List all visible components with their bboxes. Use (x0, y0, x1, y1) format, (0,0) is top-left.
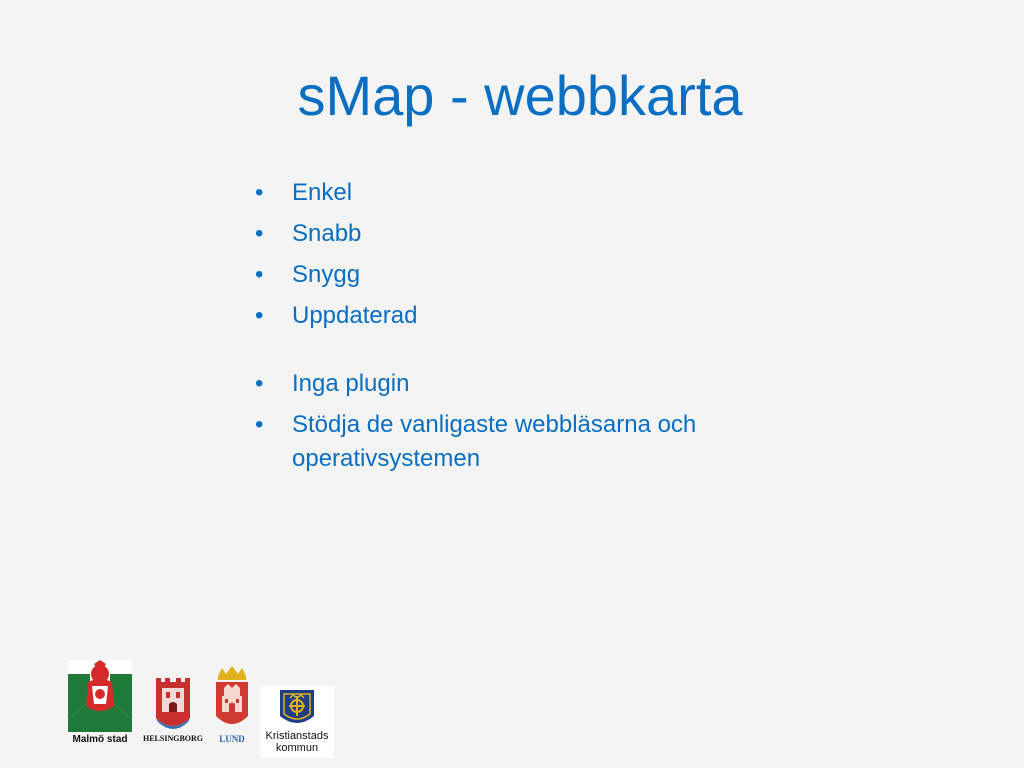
bullet-text: Snygg (292, 261, 361, 288)
helsingborg-label: HELSINGBORG (142, 734, 203, 743)
kristianstad-label-line1: Kristianstads (265, 730, 329, 742)
bullet-item (255, 408, 815, 476)
bullet-text: Enkel (292, 179, 353, 206)
municipality-logos (68, 658, 348, 758)
helsingborg-coat-of-arms-icon (140, 678, 206, 734)
lund-logo (212, 666, 252, 748)
bullet-item (255, 367, 815, 401)
malmo-label: Malmö stad (72, 734, 128, 745)
bullet-text: Inga plugin (292, 370, 410, 397)
kristianstad-logo (260, 686, 334, 758)
bullet-item (255, 299, 815, 333)
bullet-item (255, 217, 815, 251)
bullet-item (255, 258, 815, 292)
bullet-text: Snabb (292, 220, 362, 247)
bullet-marker: • (255, 179, 264, 206)
kristianstad-coat-of-arms-icon (260, 686, 334, 730)
slide-title: sMap - webbkarta (297, 64, 743, 127)
malmo-coat-of-arms-icon (68, 660, 132, 732)
bullet-marker: • (255, 302, 264, 329)
bullet-marker: • (255, 220, 264, 247)
helsingborg-logo (140, 678, 206, 748)
bullet-text: Stödja de vanligaste webbläsarna och operativsystemen (292, 411, 697, 472)
bullet-marker: • (255, 411, 264, 438)
lund-label: LUND (219, 734, 245, 744)
bullet-marker: • (255, 261, 264, 288)
bullet-item (255, 176, 815, 210)
lund-coat-of-arms-icon (212, 666, 252, 732)
bullet-marker: • (255, 370, 264, 397)
bullet-text: Uppdaterad (292, 302, 418, 329)
bullet-list (255, 176, 815, 483)
malmo-stad-logo (68, 660, 132, 748)
kristianstad-label-line2: kommun (275, 742, 319, 754)
